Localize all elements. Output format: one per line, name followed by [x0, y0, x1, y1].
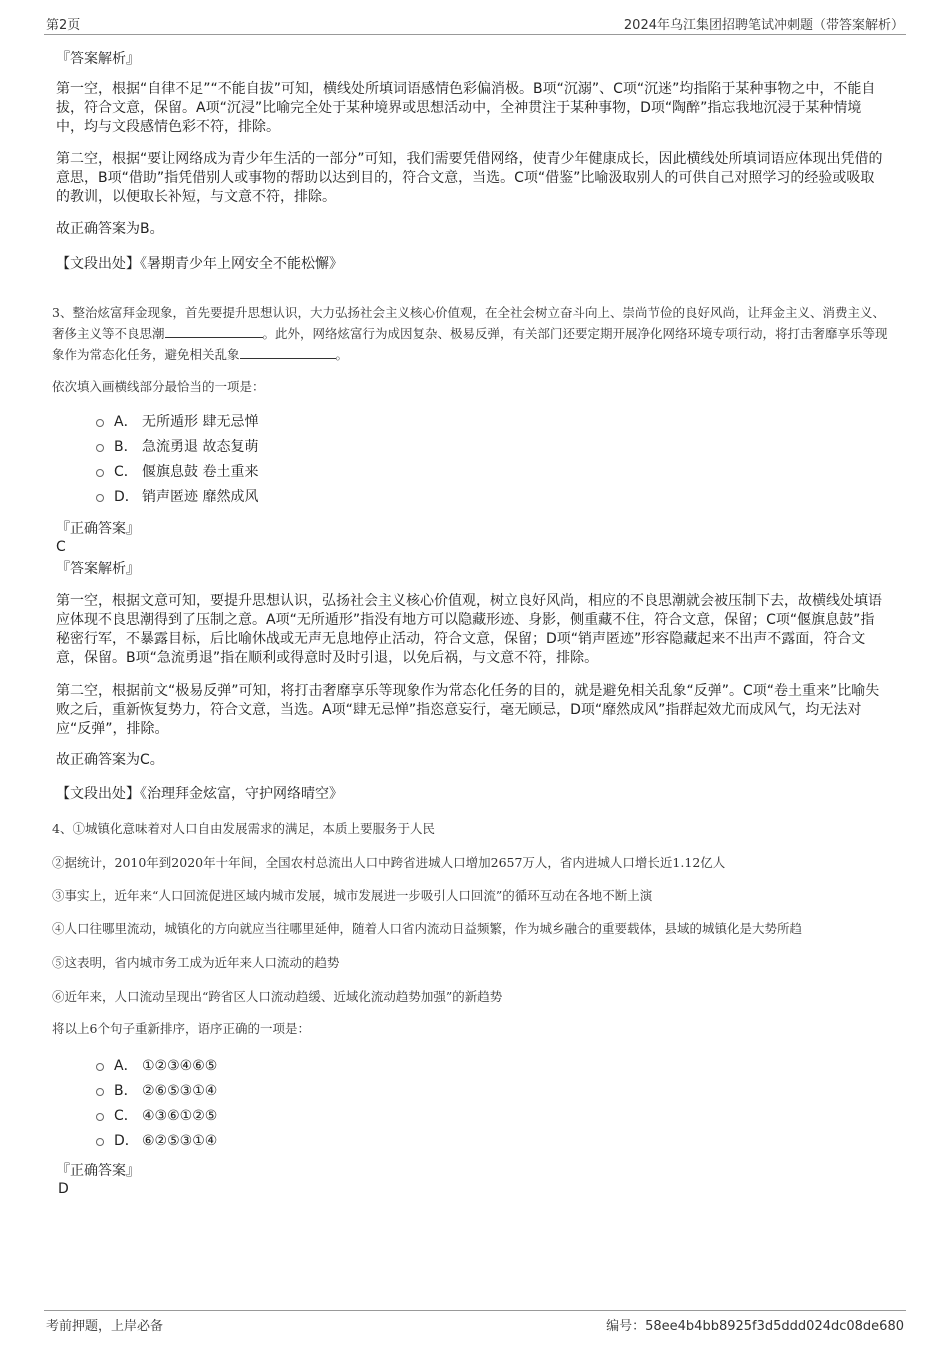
q3-analysis-para-2: 第二空，根据前文“极易反弹”可知，将打击奢靡享乐等现象作为常态化任务的目的，就是避免相关乱象“反弹”。C项“卷土重来”比喻失败之后，重新恢复势力，符合文意，当选。A项“肆无忌惮”指恣意妄行，毫无顾忌，D项“靡然成风”指群起效尤而成风气，均无法对应“反弹”，排除。 — [56, 683, 880, 737]
option-text: ⑥②⑤③①④ — [142, 1133, 218, 1149]
q3-options — [56, 410, 258, 510]
option-key: D． — [114, 1133, 139, 1149]
q2-source: 【文段出处】《暑期青少年上网安全不能松懈》 — [56, 256, 343, 272]
q2-conclusion: 故正确答案为B。 — [56, 221, 164, 237]
radio-icon[interactable] — [96, 419, 104, 427]
option-key: C． — [114, 1108, 138, 1124]
option-key: C． — [114, 464, 138, 480]
page-number: 第2页 — [46, 18, 81, 33]
q3-blank-2 — [240, 346, 336, 359]
radio-icon[interactable] — [96, 1088, 104, 1096]
option-text: ①②③④⑥⑤ — [142, 1058, 218, 1074]
option-text: ④③⑥①②⑤ — [142, 1108, 218, 1124]
q2-analysis-label: 『答案解析』 — [56, 51, 140, 67]
q3-option-d[interactable] — [96, 485, 258, 510]
q4-answer: D — [58, 1181, 69, 1197]
q4-option-a[interactable] — [96, 1054, 217, 1079]
q3-analysis-para-1: 第一空，根据文意可知，要提升思想认识，弘扬社会主义核心价值观，树立良好风尚，相应的不良思潮就会被压制下去，故横线处填语应体现不良思潮得到了压制之意。A项“无所遁形”指没有地方可以隐藏形迹、身影，侧重藏不住，符合文意，保留；C项“偃旗息鼓”指秘密行军，不暴露目标，后比喻休战或无声无息地停止活动，符合文意，保留；D项“销声匿迹”形容隐藏起来不出声不露面，符合文意，保留。B项“急流勇退”指在顺利或得意时及时引退，以免后祸，与文意不符，排除。 — [56, 593, 882, 666]
q3-answer: C — [56, 539, 66, 555]
q3-blank-1 — [165, 325, 263, 338]
q3-source: 【文段出处】《治理拜金炫富，守护网络晴空》 — [56, 786, 343, 802]
q2-analysis-para-2: 第二空，根据“要让网络成为青少年生活的一部分”可知，我们需要凭借网络，使青少年健康成长，因此横线处所填词语应体现出凭借的意思，B项“借助”指凭借别人或事物的帮助以达到目的，符合文意，当选。C项“借鉴”比喻汲取别人的可供自己对照学习的经验或吸取的教训，以便取长补短，与文意不符，排除。 — [56, 151, 883, 205]
option-key: A． — [114, 1058, 138, 1074]
option-key: D． — [114, 489, 139, 505]
option-text: 无所遁形 肆无忌惮 — [142, 414, 259, 430]
q3-stem — [52, 302, 892, 365]
footer-slogan: 考前押题，上岸必备 — [46, 1319, 164, 1334]
radio-icon[interactable] — [96, 1063, 104, 1071]
q2-analysis-para-1: 第一空，根据“自律不足”“不能自拔”可知，横线处所填词语感情色彩偏消极。B项“沉溺”、C项“沉迷”均指陷于某种事物之中，不能自拔，符合文意，保留。A项“沉浸”比喻完全处于某种境界或思想活动中，全神贯注于某种事物，D项“陶醉”指忘我地沉浸于某种情境中，均与文段感情色彩不符，排除。 — [56, 81, 876, 135]
q4-sentence-3: ③事实上，近年来“人口回流促进区域内城市发展，城市发展进一步吸引人口回流”的循环互动在各地不断上演 — [52, 888, 653, 903]
page-footer — [44, 1310, 906, 1333]
option-text: ②⑥⑤③①④ — [142, 1083, 218, 1099]
q3-option-a[interactable] — [96, 410, 258, 435]
q4-sentence-4: ④人口往哪里流动，城镇化的方向就应当往哪里延伸，随着人口省内流动日益频繁，作为城乡融合的重要载体，县域的城镇化是大势所趋 — [52, 921, 803, 936]
radio-icon[interactable] — [96, 469, 104, 477]
option-text: 偃旗息鼓 卷土重来 — [142, 464, 259, 480]
q4-option-c[interactable] — [96, 1104, 217, 1129]
q4-sentence-1: 4、①城镇化意味着对人口自由发展需求的满足，本质上要服务于人民 — [52, 821, 435, 836]
document-title: 2024年乌江集团招聘笔试冲刺题（带答案解析） — [623, 18, 904, 33]
q3-conclusion: 故正确答案为C。 — [56, 752, 164, 768]
option-key: B． — [114, 439, 138, 455]
q4-options — [56, 1054, 217, 1154]
q3-stem-part-1: 3、整治炫富拜金现象，首先要提升思想认识，大力弘扬社会主义核心价值观，在全社会树立奋斗向上、崇尚节俭的良好风尚，让拜金主义、消费主义、奢侈主义等不良思潮 — [52, 305, 885, 341]
q3-option-b[interactable] — [96, 435, 258, 460]
q4-option-b[interactable] — [96, 1079, 217, 1104]
q4-option-d[interactable] — [96, 1129, 217, 1154]
q4-sentence-5: ⑤这表明，省内城市务工成为近年来人口流动的趋势 — [52, 955, 340, 970]
option-key: A． — [114, 414, 138, 430]
radio-icon[interactable] — [96, 494, 104, 502]
option-text: 销声匿迹 靡然成风 — [142, 489, 259, 505]
q3-stem-part-3: 。 — [335, 347, 349, 362]
option-text: 急流勇退 故态复萌 — [142, 439, 259, 455]
option-key: B． — [114, 1083, 138, 1099]
page-header — [44, 14, 906, 35]
q3-answer-label: 『正确答案』 — [56, 521, 140, 537]
q3-stem-part-2: 。此外，网络炫富行为成因复杂、极易反弹，有关部门还要定期开展净化网络环境专项行动，将打击奢靡享乐等现象作为常态化任务，避免相关乱象 — [52, 326, 888, 362]
radio-icon[interactable] — [96, 1113, 104, 1121]
q3-analysis-label: 『答案解析』 — [56, 561, 140, 577]
q3-option-c[interactable] — [96, 460, 258, 485]
document-id: 编号：58ee4b4bb8925f3d5ddd024dc08de680 — [606, 1319, 904, 1334]
q4-sentence-6: ⑥近年来，人口流动呈现出“跨省区人口流动趋缓、近域化流动趋势加强”的新趋势 — [52, 989, 503, 1004]
q4-sentence-2: ②据统计，2010年到2020年十年间，全国农村总流出人口中跨省进城人口增加2657万人，省内进城人口增长近1.12亿人 — [52, 855, 726, 870]
q4-instruction: 将以上6个句子重新排序，语序正确的一项是： — [52, 1021, 310, 1036]
q4-answer-label: 『正确答案』 — [56, 1163, 140, 1179]
radio-icon[interactable] — [96, 1138, 104, 1146]
radio-icon[interactable] — [96, 444, 104, 452]
q3-instruction: 依次填入画横线部分最恰当的一项是： — [52, 379, 265, 394]
